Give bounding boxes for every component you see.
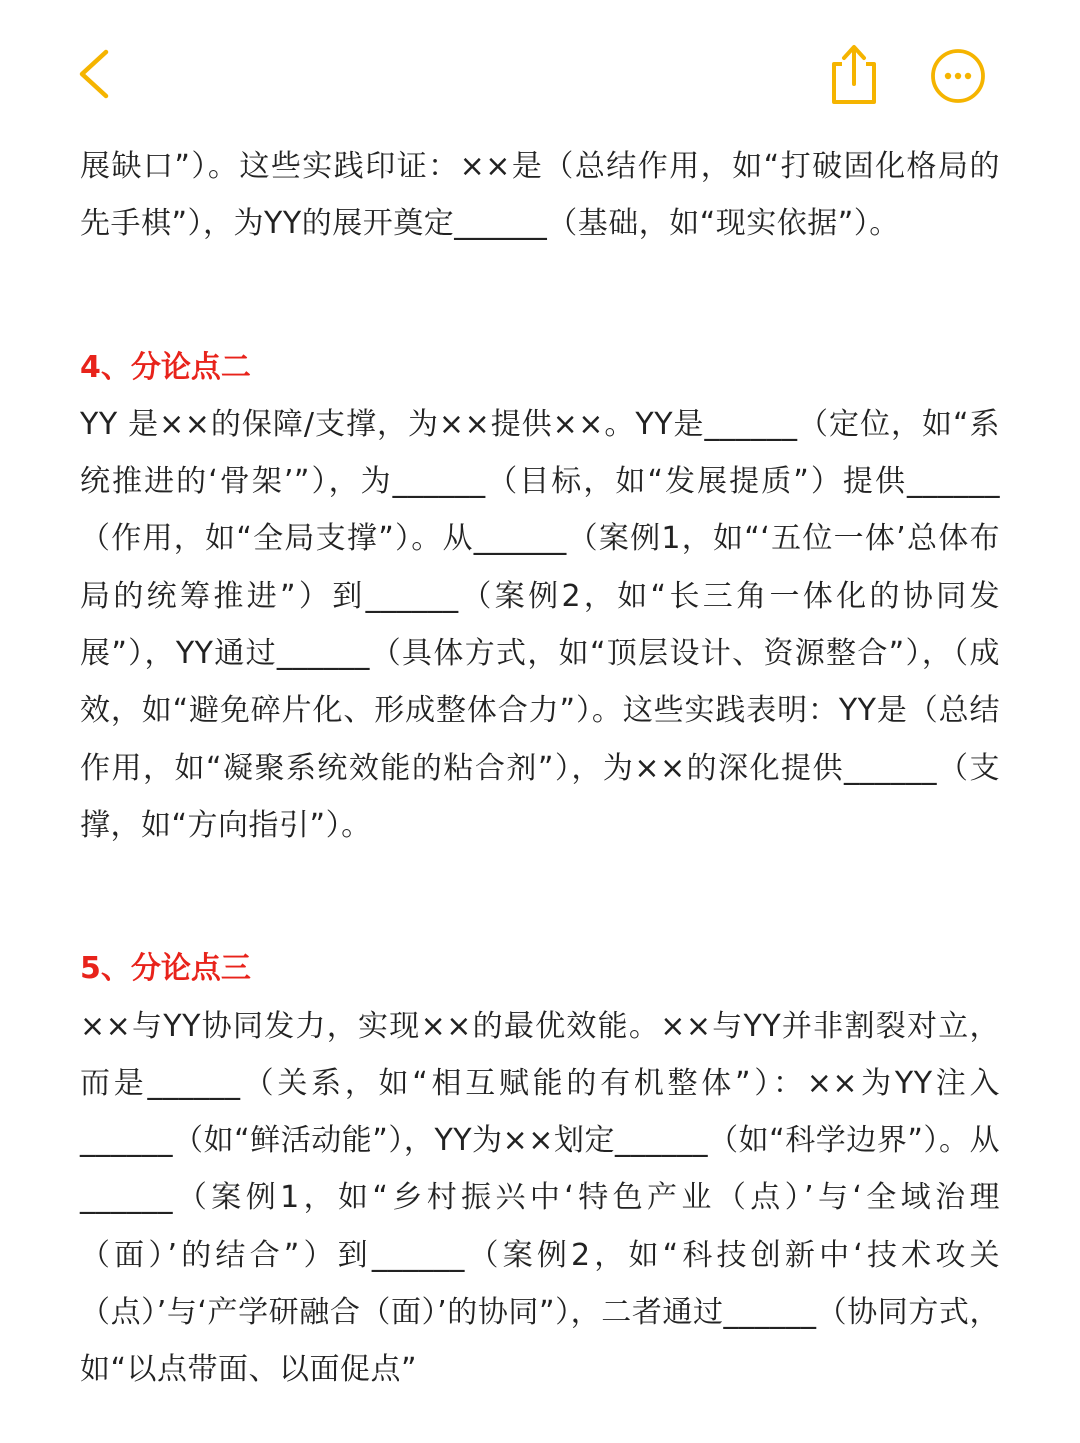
more-options-icon[interactable]: [926, 44, 990, 108]
article-content: [80, 138, 1000, 1399]
section-spacer: [80, 253, 1000, 339]
back-chevron-icon[interactable]: [70, 44, 130, 104]
top-navigation-bar: [0, 0, 1080, 130]
section-heading-5: 5、分论点三: [80, 951, 251, 987]
section-body-5: ××与YY协同发力，实现××的最优效能。××与YY并非割裂对立，而是______（关系，如“相互赋能的有机整体”）：××为YY注入______（如“鲜活动能”），YY为××划定______（如“科学边界”）。从______（案例1，如“乡村振兴中‘特色产业（点）’与‘全域治理（面）’的结合”）到______（案例2，如“科技创新中‘技术攻关（点）’与‘产学研融合（面）’的协同”），二者通过______（协同方式，如“以点带面、以面促点”: [80, 1008, 1000, 1388]
section-body-4: YY 是××的保障/支撑，为××提供××。YY是______（定位，如“系统推进的‘骨架’”），为______（目标，如“发展提质”）提供______（作用，如“全局支撑”）。从______（案例1，如“‘五位一体’总体布局的统筹推进”）到______（案例2，如“长三角一体化的协同发展”），YY通过______（具体方式，如“顶层设计、资源整合”），（成效，如“避免碎片化、形成整体合力”）。这些实践表明：YY是（总结作用，如“凝聚系统效能的粘合剂”），为××的深化提供______（支撑，如“方向指引”）。: [80, 406, 1000, 843]
section-heading-4: 4、分论点二: [80, 349, 251, 385]
intro-paragraph: 展缺口”）。这些实践印证：××是（总结作用，如“打破固化格局的先手棋”），为YY的展开奠定______（基础，如“现实依据”）。: [80, 149, 1000, 242]
section-spacer: [80, 854, 1000, 940]
share-icon[interactable]: [820, 40, 886, 106]
